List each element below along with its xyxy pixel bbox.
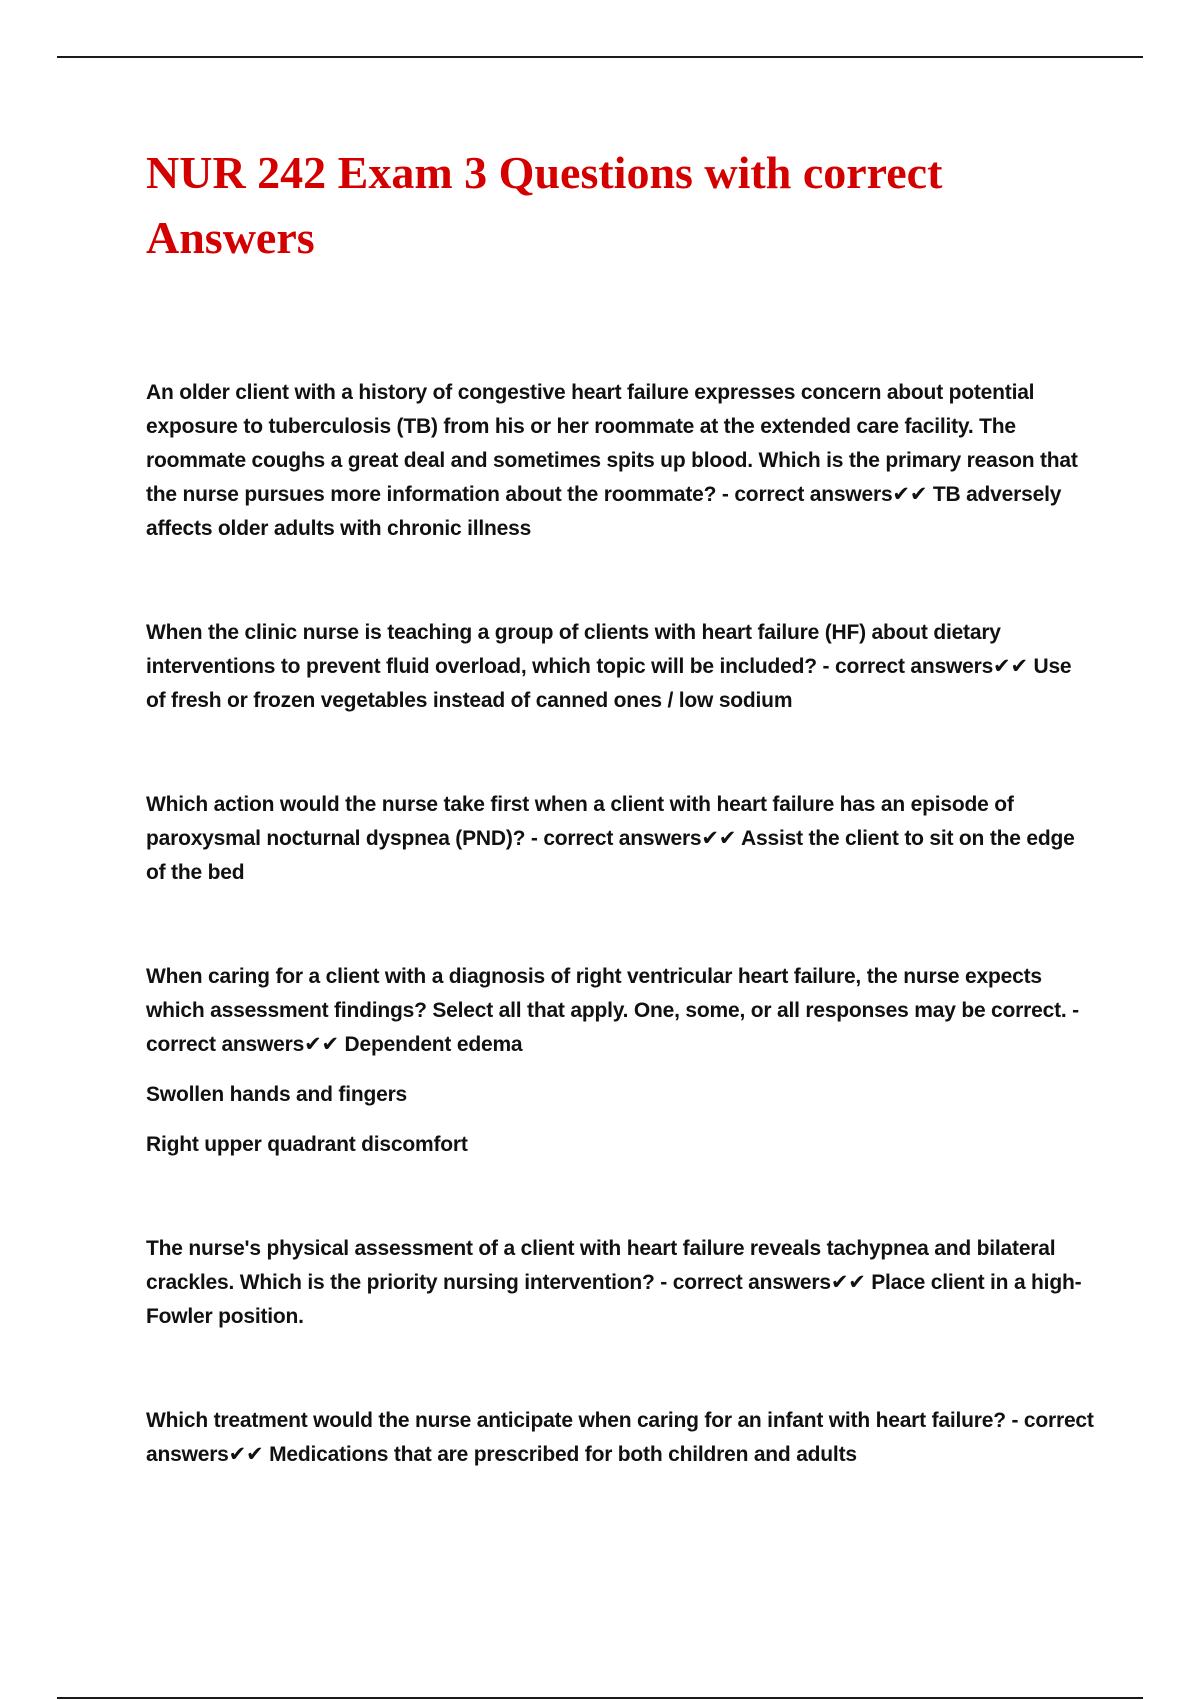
qa-text: An older client with a history of congestive heart failure expresses concern about potential exposure to tuberculosis (TB) from his or her roommate at the extended care facility. The roommate coughs a great deal and sometimes spits up blood. Which is the primary reason that the nurse pursues more information about the roommate? - correct answers✔✔ TB adversely affects older adults with chronic illness [146, 381, 1078, 540]
qa-item-2 [146, 616, 1096, 718]
qa-text: When the clinic nurse is teaching a group of clients with heart failure (HF) about dietary interventions to prevent fluid overload, which topic will be included? - correct answers✔✔ Use of fresh or frozen vegetables instead of canned ones / low sodium [146, 621, 1072, 712]
qa-item-1 [146, 376, 1096, 546]
qa-answer-line: Right upper quadrant discomfort [146, 1133, 468, 1156]
qa-text: The nurse's physical assessment of a client with heart failure reveals tachypnea and bilateral crackles. Which is the priority nursing intervention? - correct answers✔✔ Place client in a high-Fowler position. [146, 1237, 1082, 1328]
qa-text: Which action would the nurse take first when a client with heart failure has an episode of paroxysmal nocturnal dyspnea (PND)? - correct answers✔✔ Assist the client to sit on the edge of the bed [146, 793, 1075, 884]
qa-text: Which treatment would the nurse anticipate when caring for an infant with heart failure? - correct answers✔✔ Medications that are prescribed for both children and adults [146, 1409, 1094, 1466]
qa-answer-line: Swollen hands and fingers [146, 1083, 408, 1106]
qa-item-5 [146, 1232, 1096, 1334]
document-title: NUR 242 Exam 3 Questions with correct Answers [146, 147, 943, 263]
header-rule [57, 56, 1143, 58]
qa-text: When caring for a client with a diagnosis of right ventricular heart failure, the nurse expects which assessment findings? Select all that apply. One, some, or all responses may be correct. - correct answers✔✔ Dependent edema [146, 965, 1079, 1056]
footer-rule [57, 1697, 1143, 1699]
document-body [146, 140, 1096, 1542]
qa-item-4 [146, 960, 1096, 1162]
qa-list [146, 376, 1096, 1472]
qa-item-6 [146, 1404, 1096, 1472]
qa-item-3 [146, 788, 1096, 890]
